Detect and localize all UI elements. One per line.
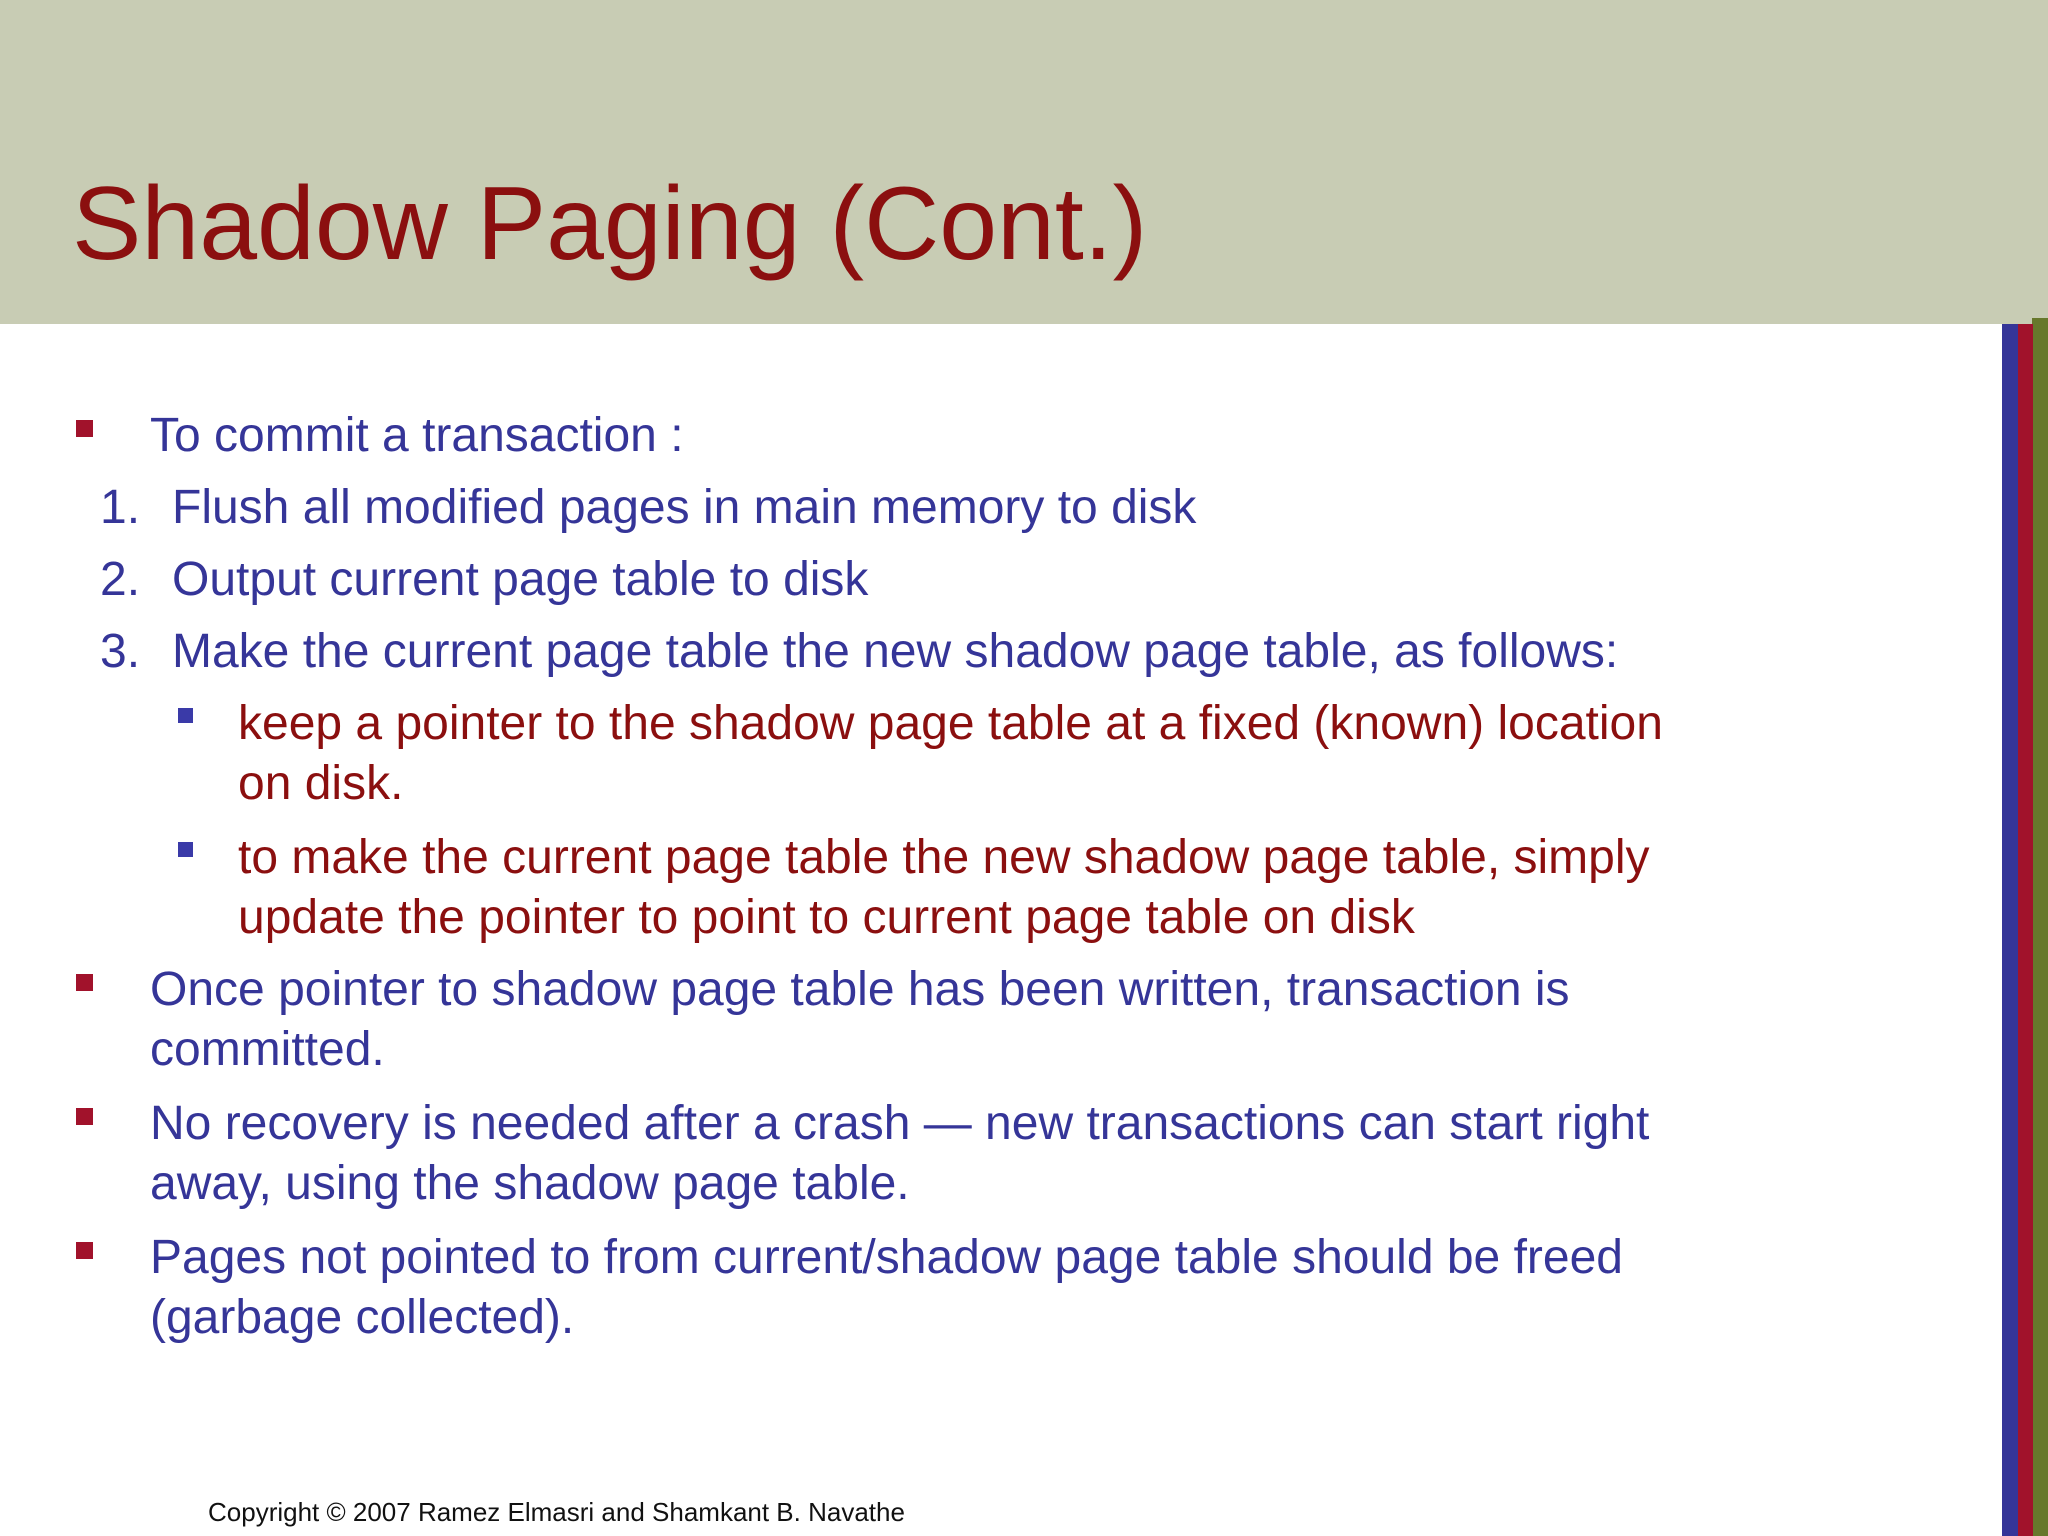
- step-number: 2.: [100, 553, 141, 606]
- bullet-text: (garbage collected).: [150, 1291, 575, 1344]
- bullet-text: Pages not pointed to from current/shadow page table should be freed: [150, 1231, 1623, 1284]
- bullet-square: [76, 974, 93, 991]
- sub-bullet-square: [178, 708, 193, 723]
- bullet-text: away, using the shadow page table.: [150, 1157, 910, 1210]
- step-number: 3.: [100, 625, 141, 678]
- sub-bullet-text: to make the current page table the new shadow page table, simply: [238, 831, 1650, 884]
- bullet-square: [76, 1242, 93, 1259]
- step-text: Make the current page table the new shadow page table, as follows:: [172, 625, 1619, 678]
- copyright-footer: Copyright © 2007 Ramez Elmasri and Shamkant B. Navathe: [208, 1497, 905, 1527]
- bullet-text: No recovery is needed after a crash — new transactions can start right: [150, 1097, 1650, 1150]
- step-text: Output current page table to disk: [172, 553, 869, 606]
- bullet-text: Once pointer to shadow page table has been written, transaction is: [150, 963, 1570, 1016]
- stripe-green: [2033, 324, 2048, 1536]
- stripe-red: [2018, 324, 2033, 1536]
- sub-bullet-text: on disk.: [238, 757, 404, 810]
- sub-bullet-text: update the pointer to point to current page table on disk: [238, 891, 1415, 944]
- bullet-text: committed.: [150, 1023, 385, 1076]
- bullet-square: [76, 1108, 93, 1125]
- stripe-blue: [2002, 324, 2018, 1536]
- sub-bullet-text: keep a pointer to the shadow page table at a fixed (known) location: [238, 697, 1663, 750]
- step-text: Flush all modified pages in main memory to disk: [172, 481, 1197, 534]
- step-number: 1.: [100, 481, 141, 534]
- slide-title: Shadow Paging (Cont.): [72, 166, 1148, 282]
- sub-bullet-square: [178, 842, 193, 857]
- bullet-square: [76, 420, 93, 437]
- bullet-text: To commit a transaction :: [150, 409, 684, 462]
